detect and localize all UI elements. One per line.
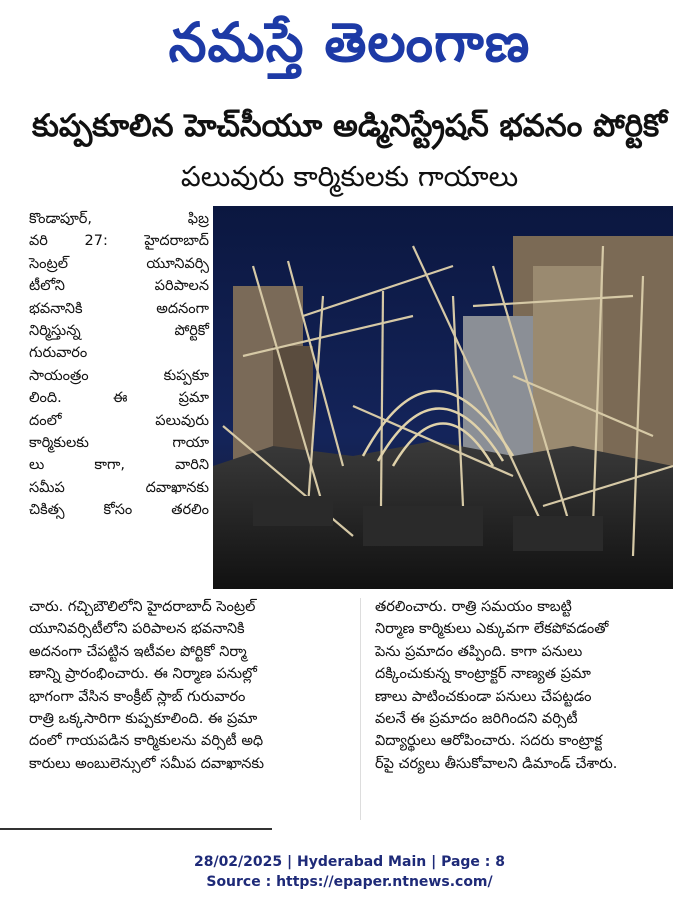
footer-source-link[interactable]: Source : https://epaper.ntnews.com/ [206, 874, 493, 890]
collapse-scene-illustration [213, 206, 673, 589]
article-column-right: తరలించారు. రాత్రి సమయం కాబట్టి నిర్మాణ కార్మికులు ఎక్కువగా లేకపోవడంతో పెను ప్రమాదం తప్పింది. కాగా పనులు దక్కించుకున్న కాంట్రాక్టర్ నాణ్యత ప్రమా ణాలు పాటించకుండా పనులు చేపట్టడం వలనే ఈ ప్రమాదం జరిగిందని వర్సిటీ విద్యార్థులు ఆరోపించారు. సదరు కాంట్రాక్ట ర్‌పై చర్యలు తీసుకోవాలని డిమాండ్ చేశారు. [375, 599, 618, 772]
newspaper-masthead: నమస్తే తెలంగాణ [168, 11, 531, 74]
article-headline: కుప్పకూలిన హెచ్‌సీయూ అడ్మినిస్ట్రేషన్ భవనం పోర్టికో [32, 108, 667, 144]
collapsed-portico-photo [213, 206, 673, 589]
article-subheadline: పలువురు కార్మికులకు గాయాలు [180, 160, 519, 193]
column-separator [360, 598, 361, 820]
source-footer [0, 852, 699, 892]
article-column-narrow: కొండాపూర్, ఫిబ్ర వరి 27: హైదరాబాద్ సెంట్రల్ యూనివర్సి టీలోని పరిపాలన భవనానికి అదనంగా నిర్మిస్తున్న పోర్టికో గురువారం సాయంత్రం కుప్పకూ లింది. ఈ ప్రమా దంలో పలువురు కార్మికులకు గాయా లు కాగా, వారిని సమీప దవాఖానకు చికిత్స కోసం తరలిం [29, 211, 209, 519]
footer-date-edition: 28/02/2025 | Hyderabad Main | Page : 8 [193, 854, 506, 870]
article-end-rule [0, 828, 272, 830]
article-column-left: చారు. గచ్చిబౌలిలోని హైదరాబాద్ సెంట్రల్ యూనివర్సిటీలోని పరిపాలన భవనానికి అదనంగా చేపట్టిన ఇటీవల పోర్టికో నిర్మా ణాన్ని ప్రారంభించారు. ఈ నిర్మాణ పనుల్లో భాగంగా వేసిన కాంక్రీట్ స్లాబ్ గురువారం రాత్రి ఒక్కసారిగా కుప్పకూలింది. ఈ ప్రమా దంలో గాయపడిన కార్మికులను వర్సిటీ అధి కారులు అంబులెన్సులో సమీప దవాఖానకు [29, 599, 264, 772]
